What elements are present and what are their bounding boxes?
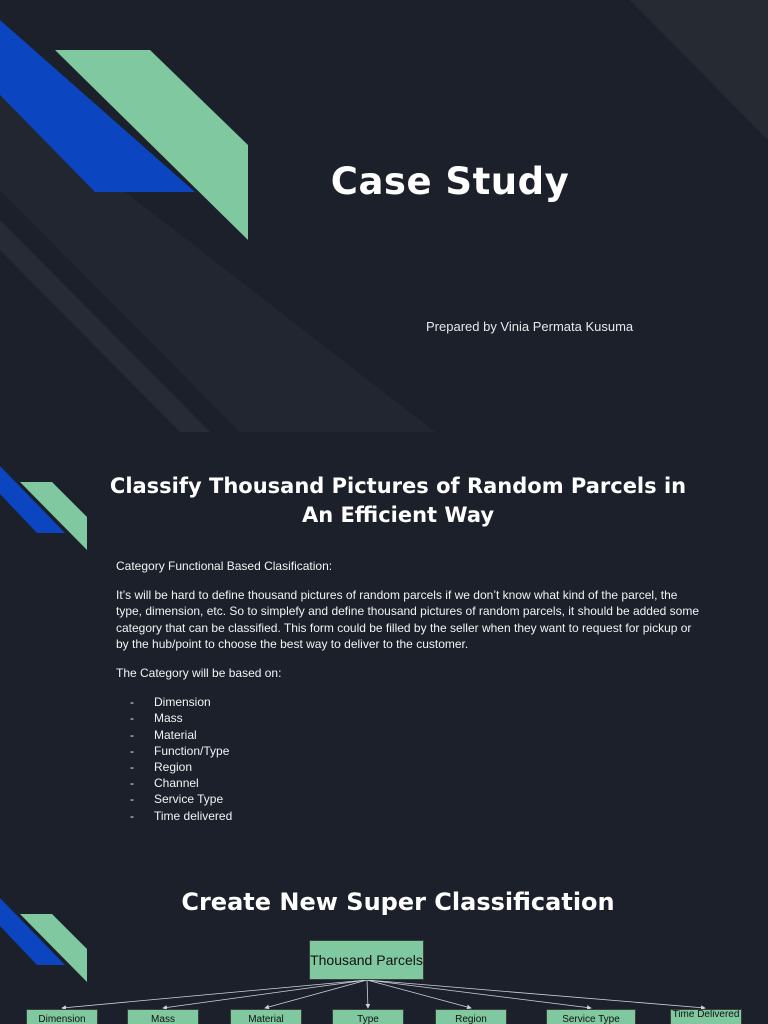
list-item-label: Function/Type <box>154 743 230 758</box>
node-region: Region <box>435 1009 507 1024</box>
list-item <box>116 808 706 824</box>
node-mass: Mass <box>127 1009 199 1024</box>
slide-heading: Create New Super Classification <box>181 888 615 916</box>
list-item-label: Dimension <box>154 695 211 710</box>
node-material: Material <box>230 1009 302 1024</box>
list-item <box>116 759 706 775</box>
classification-slide <box>0 432 768 864</box>
bullet-dash: - <box>130 792 134 807</box>
category-label: Category Functional Based Clasification: <box>116 559 333 573</box>
list-item <box>116 791 706 807</box>
based-on-label: The Category will be based on: <box>116 666 282 681</box>
connector <box>163 980 367 1008</box>
list-item <box>116 743 706 759</box>
dark-stripe-top-right <box>630 0 768 140</box>
list-item-label: Service Type <box>154 792 224 807</box>
bullet-dash: - <box>130 727 134 742</box>
bullet-dash: - <box>130 695 134 710</box>
bullet-dash: - <box>130 760 134 775</box>
list-item <box>116 710 706 726</box>
bullet-dash: - <box>130 743 134 758</box>
connector <box>62 980 367 1008</box>
cover-title: Case Study <box>330 160 570 203</box>
list-item-label: Channel <box>154 776 199 791</box>
bullet-dash: - <box>130 776 134 791</box>
list-item-label: Region <box>154 760 193 775</box>
node-dimension: Dimension <box>26 1009 98 1024</box>
slide-body <box>116 558 706 824</box>
bullet-dash: - <box>130 808 134 823</box>
cover-slide <box>0 0 768 432</box>
list-item <box>116 694 706 710</box>
root-node: Thousand Parcels <box>309 940 424 980</box>
connector <box>367 980 591 1008</box>
list-item-label: Mass <box>154 711 183 726</box>
connector <box>367 980 368 1008</box>
node-time-delivered: Time Delivered <box>670 1009 742 1024</box>
slide-heading: Classify Thousand Pictures of Random Parcels in An Efficient Way <box>109 474 687 527</box>
category-list <box>116 694 706 824</box>
super-classification-slide <box>0 864 768 1024</box>
node-service-type: Service Type <box>546 1009 636 1024</box>
decorative-stripes <box>0 0 768 432</box>
list-item <box>116 727 706 743</box>
cover-subtitle: Prepared by Vinia Permata Kusuma <box>426 319 634 334</box>
list-item-label: Time delivered <box>154 808 233 823</box>
list-item-label: Material <box>154 727 197 742</box>
list-item <box>116 775 706 791</box>
description-paragraph: It’s will be hard to define thousand pictures of random parcels if we don’t know what kind of the parcel, the type, dimension, etc. So to simplefy and define thousand pictures of random parcels, it should be added some category that can be classified. This form could be filled by the seller when they want to request for pickup or by the hub/point to choose the best way to deliver to the customer. <box>116 588 700 651</box>
connector <box>265 980 367 1008</box>
bullet-dash: - <box>130 711 134 726</box>
node-type: Type <box>332 1009 404 1024</box>
